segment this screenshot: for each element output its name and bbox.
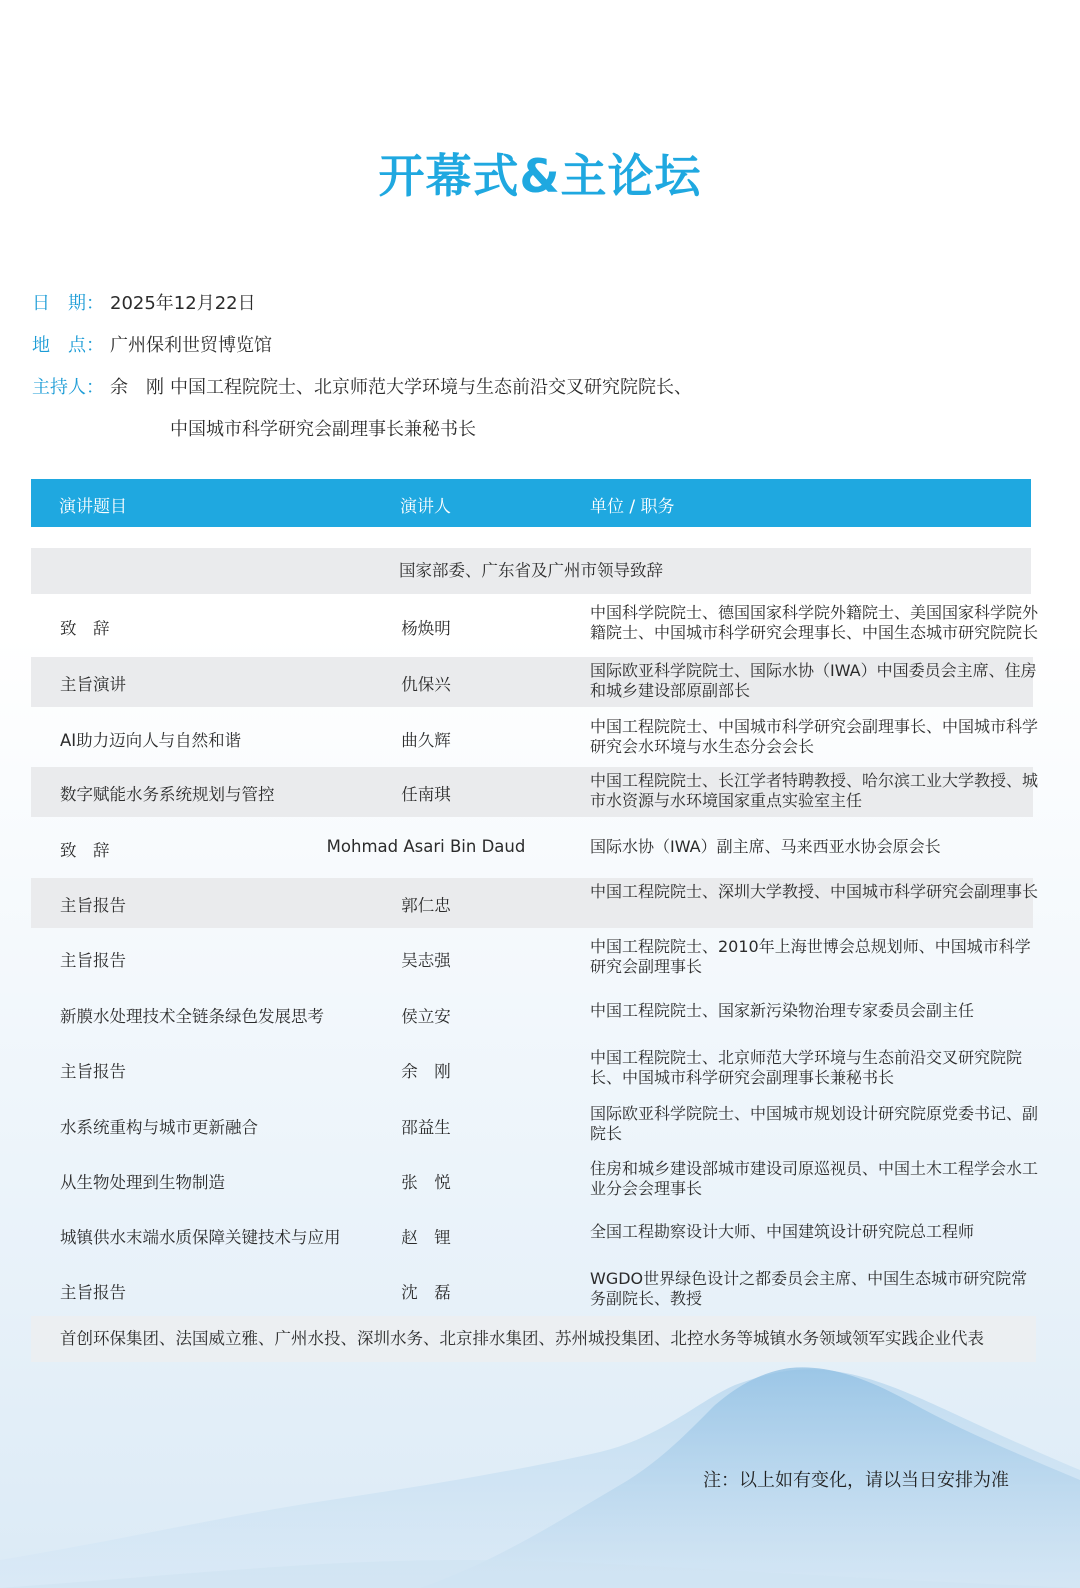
date-value: 2025年12月22日 — [110, 293, 256, 314]
table-row — [31, 933, 1033, 983]
page-title: 开幕式&主论坛 — [378, 149, 702, 203]
opening-band: 国家部委、广东省及广州市领导致辞 — [31, 548, 1031, 594]
row-position: 中国工程院院士、长江学者特聘教授、哈尔滨工业大学教授、城市水资源与水环境国家重点实验室主任 — [590, 771, 1039, 810]
table-row — [31, 1100, 1039, 1150]
header-speaker: 演讲人 — [400, 497, 451, 517]
row-topic: 致 辞 — [60, 841, 110, 860]
table-row — [31, 823, 1033, 873]
closing-band — [31, 1316, 1036, 1362]
row-speaker: 侯立安 — [401, 1007, 451, 1026]
row-position: 全国工程勘察设计大师、中国建筑设计研究院总工程师 — [590, 1222, 975, 1241]
row-topic: 水系统重构与城市更新融合 — [60, 1118, 258, 1137]
host-label: 主持人： — [32, 377, 104, 398]
row-speaker: 曲久辉 — [401, 731, 451, 750]
host-title-line1: 中国工程院院士、北京师范大学环境与生态前沿交叉研究院院长、 — [170, 377, 692, 398]
table-row — [31, 1044, 1033, 1094]
table-row — [31, 713, 1039, 763]
row-topic: 数字赋能水务系统规划与管控 — [60, 785, 275, 804]
row-position: 住房和城乡建设部城市建设司原巡视员、中国土木工程学会水工业分会会理事长 — [590, 1159, 1039, 1198]
row-speaker: 仇保兴 — [401, 675, 451, 694]
agenda-table — [31, 479, 1031, 527]
row-speaker: 余 刚 — [401, 1062, 451, 1081]
host-name: 余 刚 — [110, 377, 164, 398]
info-host — [32, 373, 692, 399]
row-speaker: 杨焕明 — [401, 619, 451, 638]
table-row — [31, 767, 1039, 817]
table-row — [31, 878, 1039, 928]
row-topic: 城镇供水末端水质保障关键技术与应用 — [60, 1228, 341, 1247]
table-row — [31, 1265, 1033, 1315]
table-header — [31, 479, 1031, 527]
info-place — [32, 331, 272, 357]
row-position: 中国工程院院士、2010年上海世博会总规划师、中国城市科学研究会副理事长 — [590, 937, 1031, 976]
closing-band-text: 首创环保集团、法国威立雅、广州水投、深圳水务、北京排水集团、苏州城投集团、北控水务等城镇水务领域领军实践企业代表 — [60, 1329, 984, 1348]
host-title-line2: 中国城市科学研究会副理事长兼秘书长 — [170, 419, 476, 440]
date-label: 日 期： — [32, 293, 104, 314]
row-position: 中国工程院院士、北京师范大学环境与生态前沿交叉研究院院长、中国城市科学研究会副理事长兼秘书长 — [590, 1048, 1023, 1087]
row-speaker: 张 悦 — [401, 1173, 451, 1192]
row-speaker: 赵 锂 — [401, 1228, 451, 1247]
row-topic: AI助力迈向人与自然和谐 — [60, 731, 242, 750]
row-topic: 主旨报告 — [60, 896, 126, 915]
table-row — [31, 598, 1039, 653]
row-topic: 新膜水处理技术全链条绿色发展思考 — [60, 1007, 324, 1026]
row-position: 国际欧亚科学院院士、国际水协（IWA）中国委员会主席、住房和城乡建设部原副部长 — [590, 661, 1037, 700]
row-topic: 从生物处理到生物制造 — [60, 1173, 225, 1192]
place-label: 地 点： — [32, 335, 104, 356]
place-value: 广州保利世贸博览馆 — [110, 335, 272, 356]
row-topic: 主旨演讲 — [60, 675, 126, 694]
footnote: 注：以上如有变化，请以当日安排为准 — [703, 1470, 1009, 1491]
row-speaker: 吴志强 — [401, 951, 451, 970]
row-position: 中国工程院院士、中国城市科学研究会副理事长、中国城市科学研究会水环境与水生态分会会长 — [590, 717, 1039, 756]
table-row — [31, 657, 1037, 707]
table-row — [31, 1155, 1039, 1205]
row-topic: 主旨报告 — [60, 951, 126, 970]
info-date — [32, 289, 256, 315]
row-position: 国际水协（IWA）副主席、马来西亚水协会原会长 — [590, 837, 941, 856]
row-speaker: 任南琪 — [401, 785, 451, 804]
row-topic: 主旨报告 — [60, 1062, 126, 1081]
row-speaker: 沈 磊 — [401, 1283, 451, 1302]
row-speaker: 郭仁忠 — [401, 896, 451, 915]
row-topic: 主旨报告 — [60, 1283, 126, 1302]
row-position: 国际欧亚科学院院士、中国城市规划设计研究院原党委书记、副院长 — [590, 1104, 1039, 1143]
row-speaker: Mohmad Asari Bin Daud — [326, 837, 526, 856]
row-position: WGDO世界绿色设计之都委员会主席、中国生态城市研究院常务副院长、教授 — [590, 1269, 1028, 1308]
table-row — [31, 1210, 1033, 1260]
row-position: 中国科学院院士、德国国家科学院外籍院士、美国国家科学院外籍院士、中国城市科学研究会理事长、中国生态城市研究院院长 — [590, 603, 1039, 642]
row-position: 中国工程院院士、深圳大学教授、中国城市科学研究会副理事长 — [590, 882, 1039, 901]
row-speaker: 邵益生 — [401, 1118, 451, 1137]
table-row — [31, 989, 1033, 1039]
header-topic: 演讲题目 — [59, 497, 127, 517]
row-position: 中国工程院院士、国家新污染物治理专家委员会副主任 — [590, 1001, 975, 1020]
header-position: 单位 / 职务 — [590, 497, 675, 517]
row-topic: 致 辞 — [60, 619, 110, 638]
